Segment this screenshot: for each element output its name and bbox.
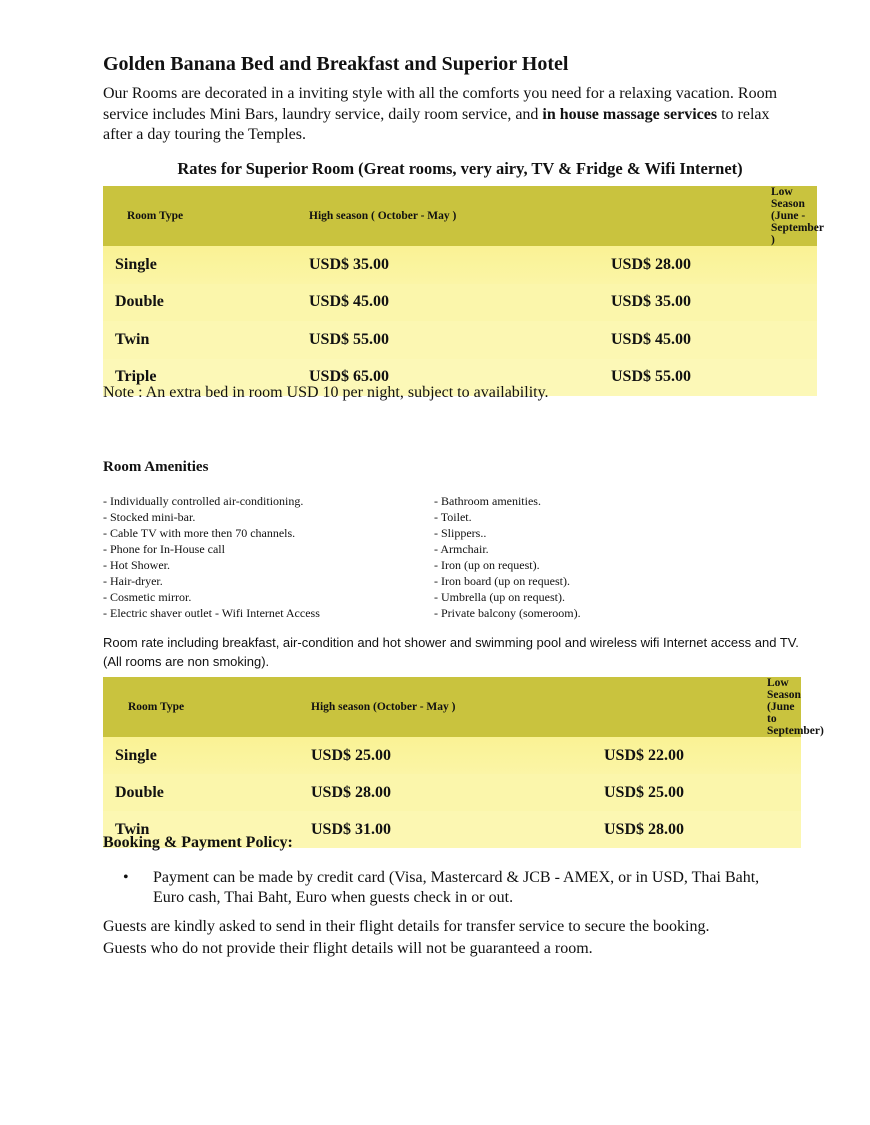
guest-flight-instructions bbox=[103, 916, 803, 960]
header-low-season: Low Season (June to September) bbox=[604, 677, 801, 737]
room-type-cell: Twin bbox=[103, 321, 309, 359]
room-type-cell: Double bbox=[103, 284, 309, 322]
amenities-list-right bbox=[434, 493, 734, 621]
high-season-price: USD$ 31.00 bbox=[311, 811, 604, 848]
high-season-price: USD$ 28.00 bbox=[311, 774, 604, 811]
list-item: - Armchair. bbox=[434, 542, 489, 556]
list-item: - Umbrella (up on request). bbox=[434, 590, 565, 604]
low-season-price: USD$ 35.00 bbox=[611, 284, 817, 322]
list-item: - Stocked mini-bar. bbox=[103, 510, 196, 524]
low-season-price: USD$ 25.00 bbox=[604, 774, 801, 811]
list-item: - Toilet. bbox=[434, 510, 472, 524]
standard-room-rates-table bbox=[103, 677, 824, 848]
room-type-cell: Triple bbox=[103, 359, 309, 397]
intro-text-1: Our Rooms are decorated in a inviting style with all the comforts you need for a relaxing vacation. Room service includes Mini Bars, laundry service, daily room service, and bbox=[103, 85, 778, 123]
page-title: Golden Banana Bed and Breakfast and Superior Hotel bbox=[103, 53, 569, 75]
table-row bbox=[103, 321, 817, 359]
intro-paragraph bbox=[103, 84, 783, 146]
header-low-season: Low Season (June - September ) bbox=[611, 186, 817, 246]
list-item: - Slippers.. bbox=[434, 526, 487, 540]
room-type-cell: Single bbox=[103, 737, 311, 774]
header-high-season: High season (October - May ) bbox=[311, 677, 604, 737]
intro-text-2: to relax after a day touring the Temples. bbox=[103, 105, 770, 143]
flight-details-line-2: Guests who do not provide their flight details will not be guaranteed a room. bbox=[103, 940, 593, 957]
amenities-heading: Room Amenities bbox=[103, 459, 209, 475]
header-high-season: High season ( October - May ) bbox=[309, 186, 611, 246]
high-season-price: USD$ 25.00 bbox=[311, 737, 604, 774]
superior-room-rates-table bbox=[103, 186, 825, 396]
payment-bullet-text: Payment can be made by credit card (Visa, Mastercard & JCB - AMEX, or in USD, Thai Baht, Euro cash, Thai Baht, Euro when guests check in or out. bbox=[153, 869, 760, 906]
table-header-row bbox=[103, 677, 801, 737]
low-season-price: USD$ 22.00 bbox=[604, 737, 801, 774]
low-season-price: USD$ 55.00 bbox=[611, 359, 817, 397]
low-season-price: USD$ 45.00 bbox=[611, 321, 817, 359]
intro-bold-text: in house massage services bbox=[542, 105, 718, 123]
list-item: - Cosmetic mirror. bbox=[103, 590, 192, 604]
list-item: - Iron board (up on request). bbox=[434, 574, 570, 588]
high-season-price: USD$ 45.00 bbox=[309, 284, 611, 322]
list-item: - Individually controlled air-conditioning. bbox=[103, 494, 304, 508]
flight-details-line-1: Guests are kindly asked to send in their flight details for transfer service to secure the booking. bbox=[103, 918, 710, 935]
room-type-cell: Double bbox=[103, 774, 311, 811]
booking-policy-heading: Booking & Payment Policy: bbox=[103, 834, 293, 851]
room-type-cell: Single bbox=[103, 246, 309, 284]
extra-bed-note: Note : An extra bed in room USD 10 per night, subject to availability. bbox=[103, 384, 549, 401]
list-item: - Private balcony (someroom). bbox=[434, 606, 581, 620]
table-row bbox=[103, 774, 801, 811]
list-item: - Bathroom amenities. bbox=[434, 494, 541, 508]
table-row bbox=[103, 737, 801, 774]
room-rate-includes-text: Room rate including breakfast, air-condition and hot shower and swimming pool and wireless wifi Internet access and TV. (All rooms are non smoking). bbox=[103, 635, 799, 669]
header-room-type: Room Type bbox=[103, 186, 309, 246]
room-type-cell: Twin bbox=[103, 811, 311, 848]
list-item: - Hot Shower. bbox=[103, 558, 170, 572]
list-item: - Cable TV with more then 70 channels. bbox=[103, 526, 296, 540]
table-row bbox=[103, 246, 817, 284]
superior-rates-caption: Rates for Superior Room (Great rooms, very airy, TV & Fridge & Wifi Internet) bbox=[177, 159, 743, 178]
high-season-price: USD$ 65.00 bbox=[309, 359, 611, 397]
table-row bbox=[103, 284, 817, 322]
bullet-symbol: • bbox=[123, 869, 129, 886]
list-item: - Electric shaver outlet - Wifi Internet Access bbox=[103, 606, 320, 620]
high-season-price: USD$ 55.00 bbox=[309, 321, 611, 359]
header-room-type: Room Type bbox=[103, 677, 311, 737]
list-item: - Iron (up on request). bbox=[434, 558, 540, 572]
low-season-price: USD$ 28.00 bbox=[611, 246, 817, 284]
list-item: - Hair-dryer. bbox=[103, 574, 163, 588]
high-season-price: USD$ 35.00 bbox=[309, 246, 611, 284]
list-item: - Phone for In-House call bbox=[103, 542, 225, 556]
table-header-row bbox=[103, 186, 817, 246]
low-season-price: USD$ 28.00 bbox=[604, 811, 801, 848]
amenities-list-left bbox=[103, 493, 423, 621]
